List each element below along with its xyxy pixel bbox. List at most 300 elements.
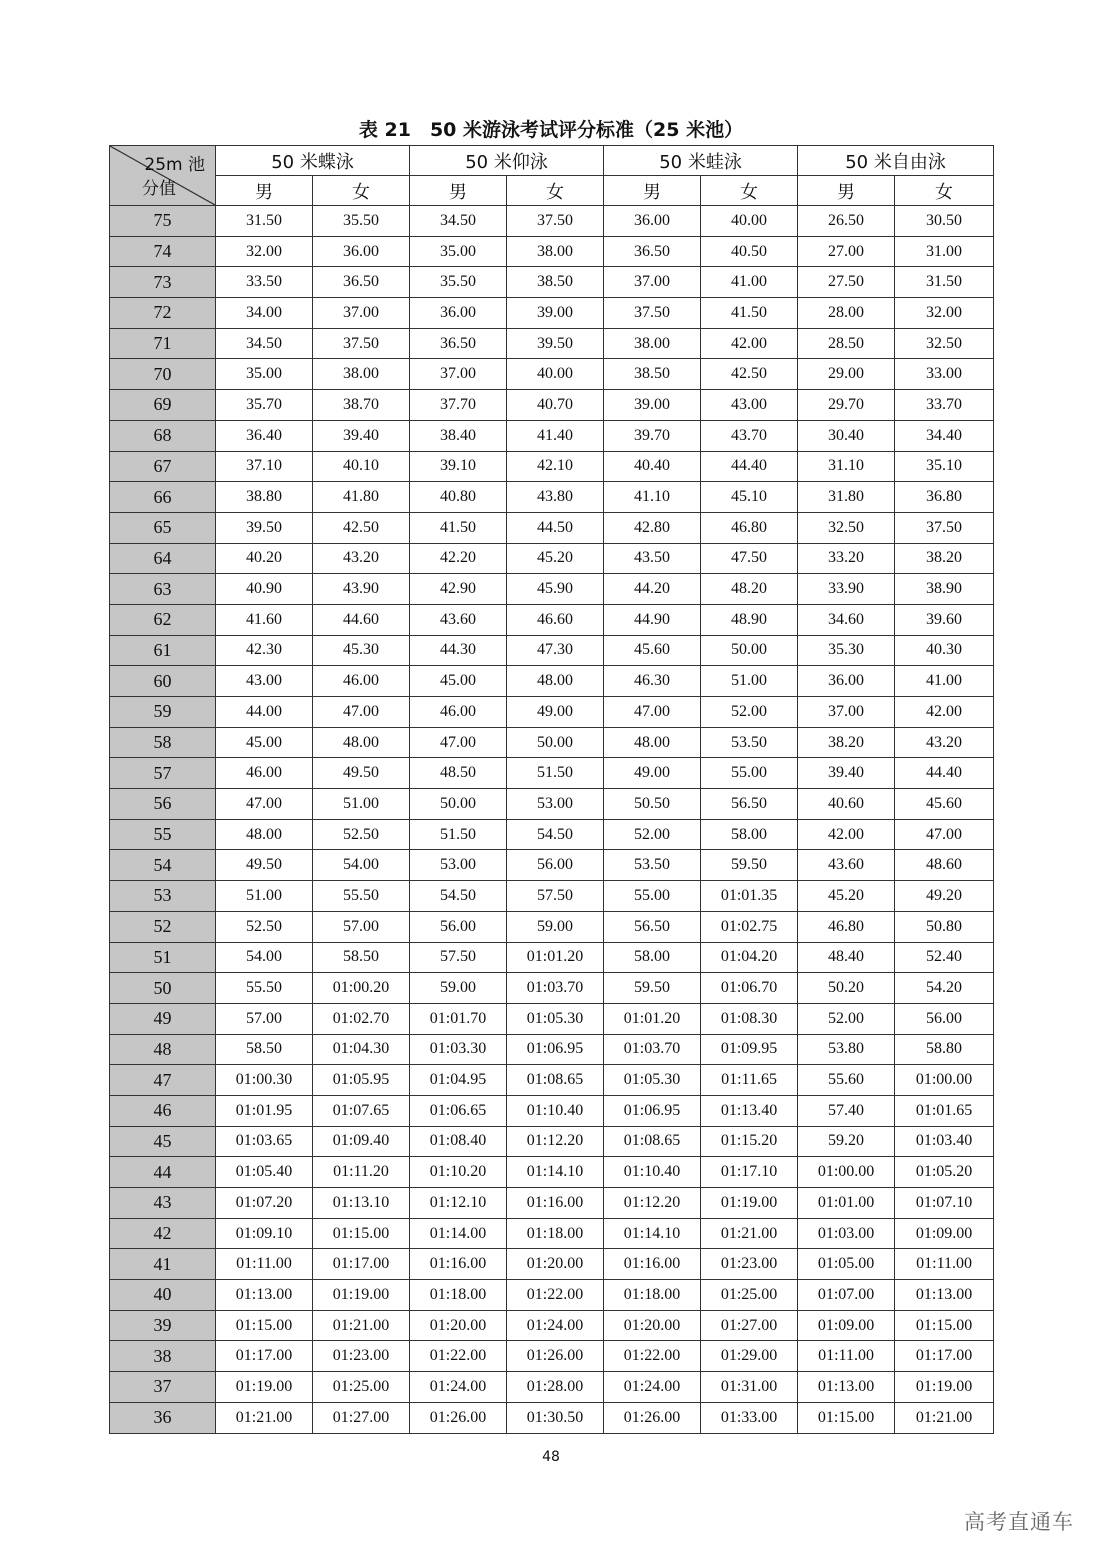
- time-cell: 01:17.00: [313, 1249, 410, 1280]
- time-cell: 45.30: [313, 635, 410, 666]
- time-cell: 01:18.00: [410, 1280, 507, 1311]
- time-cell: 34.50: [216, 328, 313, 359]
- score-cell: 75: [110, 206, 216, 237]
- time-cell: 01:25.00: [313, 1372, 410, 1403]
- time-cell: 55.60: [798, 1065, 895, 1096]
- time-cell: 41.60: [216, 604, 313, 635]
- time-cell: 54.00: [313, 850, 410, 881]
- time-cell: 53.50: [604, 850, 701, 881]
- time-cell: 01:24.00: [410, 1372, 507, 1403]
- time-cell: 36.80: [895, 482, 994, 513]
- score-cell: 39: [110, 1310, 216, 1341]
- time-cell: 01:01.65: [895, 1095, 994, 1126]
- time-cell: 39.50: [507, 328, 604, 359]
- time-cell: 01:19.00: [895, 1372, 994, 1403]
- table-row: [110, 1095, 994, 1126]
- table-row: [110, 206, 994, 237]
- event-header: 50 米仰泳: [410, 146, 604, 176]
- time-cell: 43.60: [798, 850, 895, 881]
- table-row: [110, 482, 994, 513]
- time-cell: 50.00: [507, 727, 604, 758]
- time-cell: 01:11.00: [895, 1249, 994, 1280]
- gender-header: 女: [895, 176, 994, 206]
- time-cell: 38.50: [507, 267, 604, 298]
- time-cell: 01:25.00: [701, 1280, 798, 1311]
- time-cell: 35.70: [216, 390, 313, 421]
- time-cell: 01:16.00: [410, 1249, 507, 1280]
- time-cell: 32.50: [895, 328, 994, 359]
- table-row: [110, 1372, 994, 1403]
- score-cell: 50: [110, 973, 216, 1004]
- time-cell: 37.00: [604, 267, 701, 298]
- event-header: 50 米蝶泳: [216, 146, 410, 176]
- score-cell: 58: [110, 727, 216, 758]
- gender-header: 男: [410, 176, 507, 206]
- time-cell: 01:22.00: [604, 1341, 701, 1372]
- time-cell: 38.00: [507, 236, 604, 267]
- time-cell: 01:17.00: [216, 1341, 313, 1372]
- time-cell: 42.20: [410, 543, 507, 574]
- time-cell: 45.10: [701, 482, 798, 513]
- time-cell: 01:03.65: [216, 1126, 313, 1157]
- time-cell: 01:11.65: [701, 1065, 798, 1096]
- gender-header-row: [110, 176, 994, 206]
- swimming-score-table: [109, 145, 994, 1434]
- time-cell: 50.00: [701, 635, 798, 666]
- time-cell: 37.70: [410, 390, 507, 421]
- time-cell: 01:24.00: [604, 1372, 701, 1403]
- time-cell: 45.00: [216, 727, 313, 758]
- table-row: [110, 543, 994, 574]
- score-cell: 48: [110, 1034, 216, 1065]
- table-row: [110, 1034, 994, 1065]
- time-cell: 35.00: [216, 359, 313, 390]
- time-cell: 01:00.30: [216, 1065, 313, 1096]
- time-cell: 42.30: [216, 635, 313, 666]
- time-cell: 01:01.20: [604, 1003, 701, 1034]
- time-cell: 37.00: [410, 359, 507, 390]
- time-cell: 01:26.00: [507, 1341, 604, 1372]
- time-cell: 01:09.40: [313, 1126, 410, 1157]
- score-cell: 46: [110, 1095, 216, 1126]
- time-cell: 39.70: [604, 420, 701, 451]
- time-cell: 43.20: [313, 543, 410, 574]
- time-cell: 31.80: [798, 482, 895, 513]
- time-cell: 48.50: [410, 758, 507, 789]
- time-cell: 33.00: [895, 359, 994, 390]
- time-cell: 57.40: [798, 1095, 895, 1126]
- time-cell: 56.00: [895, 1003, 994, 1034]
- time-cell: 45.20: [507, 543, 604, 574]
- time-cell: 56.50: [701, 789, 798, 820]
- time-cell: 01:07.00: [798, 1280, 895, 1311]
- time-cell: 01:22.00: [507, 1280, 604, 1311]
- time-cell: 01:18.00: [604, 1280, 701, 1311]
- time-cell: 01:05.20: [895, 1157, 994, 1188]
- time-cell: 01:07.10: [895, 1188, 994, 1219]
- time-cell: 47.50: [701, 543, 798, 574]
- time-cell: 01:30.50: [507, 1402, 604, 1433]
- time-cell: 29.00: [798, 359, 895, 390]
- score-cell: 74: [110, 236, 216, 267]
- time-cell: 46.80: [798, 911, 895, 942]
- time-cell: 39.50: [216, 512, 313, 543]
- time-cell: 41.80: [313, 482, 410, 513]
- table-row: [110, 328, 994, 359]
- table-row: [110, 1218, 994, 1249]
- time-cell: 51.00: [313, 789, 410, 820]
- time-cell: 58.50: [216, 1034, 313, 1065]
- time-cell: 42.80: [604, 512, 701, 543]
- score-cell: 73: [110, 267, 216, 298]
- time-cell: 40.30: [895, 635, 994, 666]
- time-cell: 01:02.75: [701, 911, 798, 942]
- table-row: [110, 512, 994, 543]
- time-cell: 52.00: [604, 819, 701, 850]
- time-cell: 38.70: [313, 390, 410, 421]
- table-row: [110, 359, 994, 390]
- gender-header: 女: [313, 176, 410, 206]
- time-cell: 52.00: [798, 1003, 895, 1034]
- score-cell: 40: [110, 1280, 216, 1311]
- time-cell: 51.50: [410, 819, 507, 850]
- time-cell: 44.20: [604, 574, 701, 605]
- time-cell: 47.00: [216, 789, 313, 820]
- time-cell: 32.50: [798, 512, 895, 543]
- time-cell: 53.00: [507, 789, 604, 820]
- time-cell: 01:20.00: [410, 1310, 507, 1341]
- time-cell: 59.00: [410, 973, 507, 1004]
- time-cell: 42.00: [895, 697, 994, 728]
- time-cell: 01:03.00: [798, 1218, 895, 1249]
- time-cell: 01:14.00: [410, 1218, 507, 1249]
- time-cell: 44.50: [507, 512, 604, 543]
- time-cell: 52.50: [313, 819, 410, 850]
- time-cell: 34.50: [410, 206, 507, 237]
- time-cell: 54.20: [895, 973, 994, 1004]
- time-cell: 40.50: [701, 236, 798, 267]
- table-row: [110, 390, 994, 421]
- event-header-row: [110, 146, 994, 176]
- time-cell: 38.50: [604, 359, 701, 390]
- table-row: [110, 881, 994, 912]
- time-cell: 35.50: [410, 267, 507, 298]
- time-cell: 01:05.95: [313, 1065, 410, 1096]
- time-cell: 38.00: [313, 359, 410, 390]
- time-cell: 44.30: [410, 635, 507, 666]
- time-cell: 46.30: [604, 666, 701, 697]
- corner-header-cell: [110, 146, 216, 206]
- time-cell: 01:16.00: [604, 1249, 701, 1280]
- time-cell: 01:00.00: [798, 1157, 895, 1188]
- time-cell: 44.00: [216, 697, 313, 728]
- time-cell: 01:11.00: [798, 1341, 895, 1372]
- time-cell: 59.50: [701, 850, 798, 881]
- time-cell: 01:13.00: [216, 1280, 313, 1311]
- time-cell: 40.70: [507, 390, 604, 421]
- score-cell: 63: [110, 574, 216, 605]
- time-cell: 01:16.00: [507, 1188, 604, 1219]
- time-cell: 34.40: [895, 420, 994, 451]
- time-cell: 01:17.10: [701, 1157, 798, 1188]
- table-row: [110, 1402, 994, 1433]
- time-cell: 34.60: [798, 604, 895, 635]
- time-cell: 01:20.00: [604, 1310, 701, 1341]
- time-cell: 44.40: [701, 451, 798, 482]
- time-cell: 37.50: [313, 328, 410, 359]
- time-cell: 01:26.00: [604, 1402, 701, 1433]
- time-cell: 01:02.70: [313, 1003, 410, 1034]
- time-cell: 42.90: [410, 574, 507, 605]
- time-cell: 01:04.30: [313, 1034, 410, 1065]
- table-row: [110, 420, 994, 451]
- time-cell: 01:09.95: [701, 1034, 798, 1065]
- time-cell: 37.10: [216, 451, 313, 482]
- table-row: [110, 819, 994, 850]
- time-cell: 56.00: [410, 911, 507, 942]
- time-cell: 01:11.20: [313, 1157, 410, 1188]
- time-cell: 40.20: [216, 543, 313, 574]
- time-cell: 41.00: [701, 267, 798, 298]
- time-cell: 59.00: [507, 911, 604, 942]
- time-cell: 40.00: [701, 206, 798, 237]
- time-cell: 01:27.00: [701, 1310, 798, 1341]
- time-cell: 01:14.10: [507, 1157, 604, 1188]
- time-cell: 46.00: [410, 697, 507, 728]
- time-cell: 31.50: [895, 267, 994, 298]
- time-cell: 38.00: [604, 328, 701, 359]
- table-row: [110, 973, 994, 1004]
- time-cell: 01:08.65: [507, 1065, 604, 1096]
- time-cell: 42.10: [507, 451, 604, 482]
- time-cell: 01:13.00: [798, 1372, 895, 1403]
- time-cell: 53.50: [701, 727, 798, 758]
- event-header: 50 米蛙泳: [604, 146, 798, 176]
- time-cell: 32.00: [895, 298, 994, 329]
- score-cell: 45: [110, 1126, 216, 1157]
- time-cell: 01:23.00: [701, 1249, 798, 1280]
- time-cell: 50.50: [604, 789, 701, 820]
- time-cell: 43.90: [313, 574, 410, 605]
- time-cell: 57.50: [507, 881, 604, 912]
- time-cell: 01:28.00: [507, 1372, 604, 1403]
- time-cell: 31.50: [216, 206, 313, 237]
- time-cell: 54.50: [507, 819, 604, 850]
- time-cell: 59.50: [604, 973, 701, 1004]
- time-cell: 01:01.70: [410, 1003, 507, 1034]
- time-cell: 29.70: [798, 390, 895, 421]
- score-cell: 49: [110, 1003, 216, 1034]
- time-cell: 58.00: [701, 819, 798, 850]
- time-cell: 55.50: [216, 973, 313, 1004]
- time-cell: 01:18.00: [507, 1218, 604, 1249]
- time-cell: 41.40: [507, 420, 604, 451]
- time-cell: 44.60: [313, 604, 410, 635]
- time-cell: 49.50: [313, 758, 410, 789]
- score-cell: 70: [110, 359, 216, 390]
- time-cell: 43.00: [216, 666, 313, 697]
- table-row: [110, 1188, 994, 1219]
- time-cell: 01:21.00: [313, 1310, 410, 1341]
- time-cell: 39.40: [798, 758, 895, 789]
- time-cell: 01:12.20: [507, 1126, 604, 1157]
- time-cell: 35.50: [313, 206, 410, 237]
- time-cell: 41.00: [895, 666, 994, 697]
- time-cell: 01:17.00: [895, 1341, 994, 1372]
- time-cell: 01:21.00: [216, 1402, 313, 1433]
- time-cell: 01:12.10: [410, 1188, 507, 1219]
- score-cell: 71: [110, 328, 216, 359]
- time-cell: 01:24.00: [507, 1310, 604, 1341]
- time-cell: 45.60: [604, 635, 701, 666]
- time-cell: 01:20.00: [507, 1249, 604, 1280]
- score-cell: 41: [110, 1249, 216, 1280]
- time-cell: 38.80: [216, 482, 313, 513]
- table-row: [110, 1280, 994, 1311]
- table-row: [110, 236, 994, 267]
- time-cell: 42.50: [313, 512, 410, 543]
- time-cell: 58.50: [313, 942, 410, 973]
- time-cell: 01:10.40: [604, 1157, 701, 1188]
- score-cell: 67: [110, 451, 216, 482]
- time-cell: 48.00: [507, 666, 604, 697]
- time-cell: 56.50: [604, 911, 701, 942]
- time-cell: 01:08.65: [604, 1126, 701, 1157]
- time-cell: 01:14.10: [604, 1218, 701, 1249]
- time-cell: 45.90: [507, 574, 604, 605]
- time-cell: 01:06.95: [507, 1034, 604, 1065]
- time-cell: 44.90: [604, 604, 701, 635]
- time-cell: 01:04.95: [410, 1065, 507, 1096]
- time-cell: 01:04.20: [701, 942, 798, 973]
- time-cell: 31.00: [895, 236, 994, 267]
- table-row: [110, 911, 994, 942]
- time-cell: 54.00: [216, 942, 313, 973]
- time-cell: 34.00: [216, 298, 313, 329]
- time-cell: 28.00: [798, 298, 895, 329]
- table-row: [110, 604, 994, 635]
- time-cell: 46.80: [701, 512, 798, 543]
- time-cell: 01:05.00: [798, 1249, 895, 1280]
- time-cell: 38.90: [895, 574, 994, 605]
- score-cell: 37: [110, 1372, 216, 1403]
- gender-header: 女: [507, 176, 604, 206]
- time-cell: 01:22.00: [410, 1341, 507, 1372]
- time-cell: 01:15.20: [701, 1126, 798, 1157]
- time-cell: 01:05.30: [604, 1065, 701, 1096]
- time-cell: 33.20: [798, 543, 895, 574]
- time-cell: 43.50: [604, 543, 701, 574]
- time-cell: 35.00: [410, 236, 507, 267]
- time-cell: 49.00: [604, 758, 701, 789]
- time-cell: 27.50: [798, 267, 895, 298]
- time-cell: 01:29.00: [701, 1341, 798, 1372]
- table-row: [110, 697, 994, 728]
- time-cell: 37.50: [895, 512, 994, 543]
- time-cell: 48.00: [313, 727, 410, 758]
- score-cell: 66: [110, 482, 216, 513]
- time-cell: 01:26.00: [410, 1402, 507, 1433]
- table-row: [110, 1065, 994, 1096]
- table-row: [110, 267, 994, 298]
- table-row: [110, 298, 994, 329]
- time-cell: 01:05.40: [216, 1157, 313, 1188]
- time-cell: 41.50: [701, 298, 798, 329]
- time-cell: 49.00: [507, 697, 604, 728]
- time-cell: 46.00: [313, 666, 410, 697]
- time-cell: 01:10.20: [410, 1157, 507, 1188]
- time-cell: 49.20: [895, 881, 994, 912]
- time-cell: 52.40: [895, 942, 994, 973]
- time-cell: 57.00: [313, 911, 410, 942]
- event-header: 50 米自由泳: [798, 146, 994, 176]
- time-cell: 01:19.00: [701, 1188, 798, 1219]
- time-cell: 01:01.35: [701, 881, 798, 912]
- time-cell: 31.10: [798, 451, 895, 482]
- time-cell: 47.00: [604, 697, 701, 728]
- time-cell: 01:21.00: [895, 1402, 994, 1433]
- time-cell: 01:10.40: [507, 1095, 604, 1126]
- time-cell: 55.00: [604, 881, 701, 912]
- time-cell: 41.10: [604, 482, 701, 513]
- time-cell: 45.20: [798, 881, 895, 912]
- time-cell: 46.00: [216, 758, 313, 789]
- score-cell: 53: [110, 881, 216, 912]
- time-cell: 01:15.00: [798, 1402, 895, 1433]
- time-cell: 47.00: [410, 727, 507, 758]
- time-cell: 30.50: [895, 206, 994, 237]
- time-cell: 53.00: [410, 850, 507, 881]
- time-cell: 38.40: [410, 420, 507, 451]
- time-cell: 48.20: [701, 574, 798, 605]
- time-cell: 40.10: [313, 451, 410, 482]
- time-cell: 50.20: [798, 973, 895, 1004]
- time-cell: 01:05.30: [507, 1003, 604, 1034]
- table-row: [110, 1249, 994, 1280]
- table-row: [110, 451, 994, 482]
- time-cell: 01:03.40: [895, 1126, 994, 1157]
- watermark: 高考直通车: [964, 1510, 1074, 1534]
- time-cell: 30.40: [798, 420, 895, 451]
- time-cell: 57.00: [216, 1003, 313, 1034]
- time-cell: 45.60: [895, 789, 994, 820]
- time-cell: 33.50: [216, 267, 313, 298]
- time-cell: 35.10: [895, 451, 994, 482]
- time-cell: 01:23.00: [313, 1341, 410, 1372]
- time-cell: 36.40: [216, 420, 313, 451]
- table-row: [110, 789, 994, 820]
- table-row: [110, 666, 994, 697]
- score-cell: 69: [110, 390, 216, 421]
- time-cell: 40.80: [410, 482, 507, 513]
- time-cell: 33.70: [895, 390, 994, 421]
- time-cell: 36.50: [604, 236, 701, 267]
- time-cell: 01:08.30: [701, 1003, 798, 1034]
- table-row: [110, 1341, 994, 1372]
- time-cell: 39.10: [410, 451, 507, 482]
- table-row: [110, 1310, 994, 1341]
- time-cell: 43.20: [895, 727, 994, 758]
- time-cell: 48.00: [604, 727, 701, 758]
- score-cell: 60: [110, 666, 216, 697]
- score-cell: 64: [110, 543, 216, 574]
- table-row: [110, 1157, 994, 1188]
- time-cell: 48.00: [216, 819, 313, 850]
- pool-length-label: 25m 池: [144, 155, 205, 175]
- time-cell: 39.00: [604, 390, 701, 421]
- time-cell: 01:06.95: [604, 1095, 701, 1126]
- table-row: [110, 635, 994, 666]
